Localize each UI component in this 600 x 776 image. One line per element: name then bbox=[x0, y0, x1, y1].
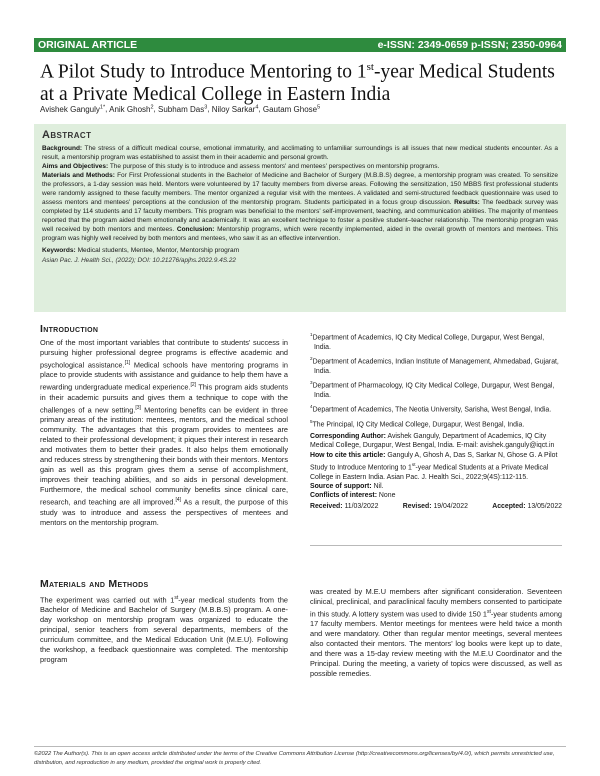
author: Gautam Ghose$^5$ bbox=[262, 104, 321, 114]
title-part-1: A Pilot Study to Introduce Mentoring to 1 bbox=[40, 61, 367, 83]
accepted-date: Accepted: 13/05/2022 bbox=[492, 502, 562, 510]
methods-label: Materials and Methods: bbox=[42, 172, 115, 179]
affiliation-item: $^1$Department of Academics, IQ City Medical College, Durgapur, West Bengal, India. bbox=[310, 332, 545, 351]
methods-continued bbox=[310, 587, 562, 679]
abstract-box bbox=[34, 124, 566, 312]
methods-section bbox=[40, 578, 288, 665]
title-part-2: -year Medical Students at a Private Medical College in Eastern India bbox=[40, 61, 555, 105]
title-superscript: st bbox=[366, 61, 374, 73]
conflicts-of-interest: Conflicts of interest: None bbox=[310, 492, 396, 500]
affiliation-item: $^4$Department of Academics, The Neotia University, Sarisha, West Bengal, India. bbox=[310, 404, 552, 414]
revised-date: Revised: 19/04/2022 bbox=[402, 502, 468, 510]
author: Subham Das$^3$ bbox=[157, 104, 208, 114]
keywords: Keywords: Medical students, Mentee, Mentor, Mentorship program bbox=[42, 247, 240, 254]
affiliation-block bbox=[310, 330, 562, 510]
affiliation-item: $^3$Department of Pharmacology, IQ City Medical College, Durgapur, West Bengal, India. bbox=[310, 380, 555, 399]
aims-text: The purpose of this study is to introduce and assess mentors' and mentees' perspectives on mentorship programs. bbox=[109, 163, 440, 170]
license-footer: ©2022 The Author(s). This is an open access article distributed under the terms of the Creative Commons Attribution License (http://creativecommons.org/licenses/by/4.0/), which permits unrestricted use, distribution, and reproduction in any medium, provided the original work is properly cited. bbox=[34, 751, 555, 766]
metadata-divider bbox=[310, 545, 562, 546]
abstract-heading: Abstract bbox=[42, 129, 92, 141]
methods-text-right: was created by M.E.U members after significant consideration. Seventeen clinical, preclinical, and paraclinical faculty members consented to participate in this study. A lottery system was used to divide 150 1st-year students among 17 faculty members. Mentor meetings for mentees were held twice a month and were mandatory. Other than regular mentor meetings, several mentees also contacted their mentors. The mentors' log books were kept up to date, and there was a 15-day review meeting with the M.E.U Coordinator and the Principal. During the meeting, a variety of topics were discussed, as well as possible remedies. bbox=[310, 587, 562, 679]
methods-text-left: The experiment was carried out with 1st-year medical students from the Bachelor of Medicine and Bachelor of Surgery (M.B.B.S) program. A one-day workshop on mentorship program was organized to educate the principal, senior teachers from several departments, members of the curriculum committee, and the Medical Education Unit (M.E.U). Following the workshop, a feedback questionnaire was completed. The mentorship program bbox=[40, 595, 288, 665]
article-type-label: ORIGINAL ARTICLE bbox=[38, 39, 138, 51]
conclusion-label: Conclusion: bbox=[176, 226, 215, 233]
article-dates bbox=[310, 503, 562, 510]
introduction-heading: Introduction bbox=[40, 323, 99, 335]
results-label: Results: bbox=[454, 199, 480, 206]
introduction-text: One of the most important variables that contribute to students' success in pursuing higher professional degree programs is effective academic and psychological assistance.[1] Medical schools have mentoring programs in place to provide students with assistance and guidance to help them have a rewarding undergraduate medical experience.[2] This program aids students in their academic pursuits and gives them a technique to cope with the challenges of a new setting.[3] Mentoring benefits can be evident in three primary areas of the institution: mentees, mentors, and the medical school community. The advantages that this program provides to mentees are related to their professional development; it piques their interest in research and motivates them to better their grades. It also helps them emotionally and reduces stress by strengthening their bonds with their mentors. Mentors gain as well as this program gives them a sense of accomplishment, improves their teaching abilities, and so aids in personal development. Furthermore, the medical school community benefits since clinical care, research, and teaching are all improved.[4] As a result, the purpose of this study was to introduce and assess the perspectives of mentees and mentors on the mentorship program. bbox=[40, 338, 288, 527]
methods-heading: Materials and Methods bbox=[40, 578, 149, 590]
background-text: The stress of a difficult medical course, emotional immaturity, and acclimating to unfamiliar surroundings is all issues that new medical students encounter. As a result, a mentorship program was established to assist them in their academic and personal growth. bbox=[42, 145, 558, 161]
introduction-section bbox=[40, 323, 288, 528]
received-date: Received: 11/03/2022 bbox=[310, 502, 379, 510]
background-label: Background: bbox=[42, 145, 83, 152]
source-of-support: Source of support: Nil. bbox=[310, 483, 384, 491]
journal-citation: Asian Pac. J. Health Sci., (2022); DOI: 10.21276/apjhs.2022.9.4S.22 bbox=[42, 257, 236, 264]
affiliation-item: $^5$The Principal, IQ City Medical College, Durgapur, West Bengal, India. bbox=[310, 419, 525, 429]
results-text: The feedback survey was completed by 114 students and 17 faculty members. This program was beneficial to the mentors' self-improvement, teaching, and communication abilities. The majority of mentees reported that the program aided them emotionally and academically. It was an excellent technique to foster a positive student–teacher relationship. The mentorship program was well received by both mentors and mentees. bbox=[42, 199, 558, 233]
how-to-cite: How to cite this article: Ganguly A, Ghosh A, Das S, Sarkar N, Ghose G. A Pilot Study to Introduce Mentoring to 1st-year Medical Students at a Private Medical College in Eastern India. Asian Pac. J. Health Sci., 2022;9(4S):112-115. bbox=[310, 451, 558, 481]
conclusion-text: Mentorship programs, which were recently implemented, aided in the overall growth of mentors and mentees. This program was highly well received by both mentors and mentees, who saw it as an effective intervention. bbox=[42, 226, 559, 242]
author: Niloy Sarkar$^4$ bbox=[211, 104, 259, 114]
article-title bbox=[40, 56, 560, 106]
author-list: Avishek Ganguly$^{1*}$, Anik Ghosh$^2$, Subham Das$^3$, Niloy Sarkar$^4$, Gautam Ghose$^5$ bbox=[40, 104, 321, 114]
affiliation-item: $^2$Department of Academics, Indian Institute of Management, Ahmedabad, Gujarat, India. bbox=[310, 356, 559, 375]
footer-divider bbox=[34, 746, 566, 747]
author: Avishek Ganguly$^{1*}$ bbox=[40, 104, 106, 114]
abstract-body bbox=[42, 144, 558, 243]
author: Anik Ghosh$^2$ bbox=[109, 104, 154, 114]
corresponding-author: Corresponding Author: Avishek Ganguly, Department of Academics, IQ City Medical College, Durgapur, West Bengal, India. E-mail: avishek.ganguly@iqct.in bbox=[310, 432, 555, 450]
journal-banner bbox=[34, 38, 566, 52]
aims-label: Aims and Objectives: bbox=[42, 163, 109, 170]
methods-text: For First Professional students in the Bachelor of Medicine and Bachelor of Surgery (M.B.B.S) degree, a mentorship program was created. To sensitize the professors, a 1-day session was held. Mentors were volunteered by 17 faculty members from diverse areas. Following the sensitization, 150 MBBS first professional students were randomly assigned to these faculty members. The mentor organized a regular visit with the mentees. A validated and semi-structured feedback questionnaire was used to assess mentors and mentees' perceptions at the conclusion of the mentorship program. Students participated in a focus group discussion. bbox=[42, 172, 559, 206]
issn-label: e-ISSN: 2349-0659 p-ISSN; 2350-0964 bbox=[377, 39, 562, 51]
